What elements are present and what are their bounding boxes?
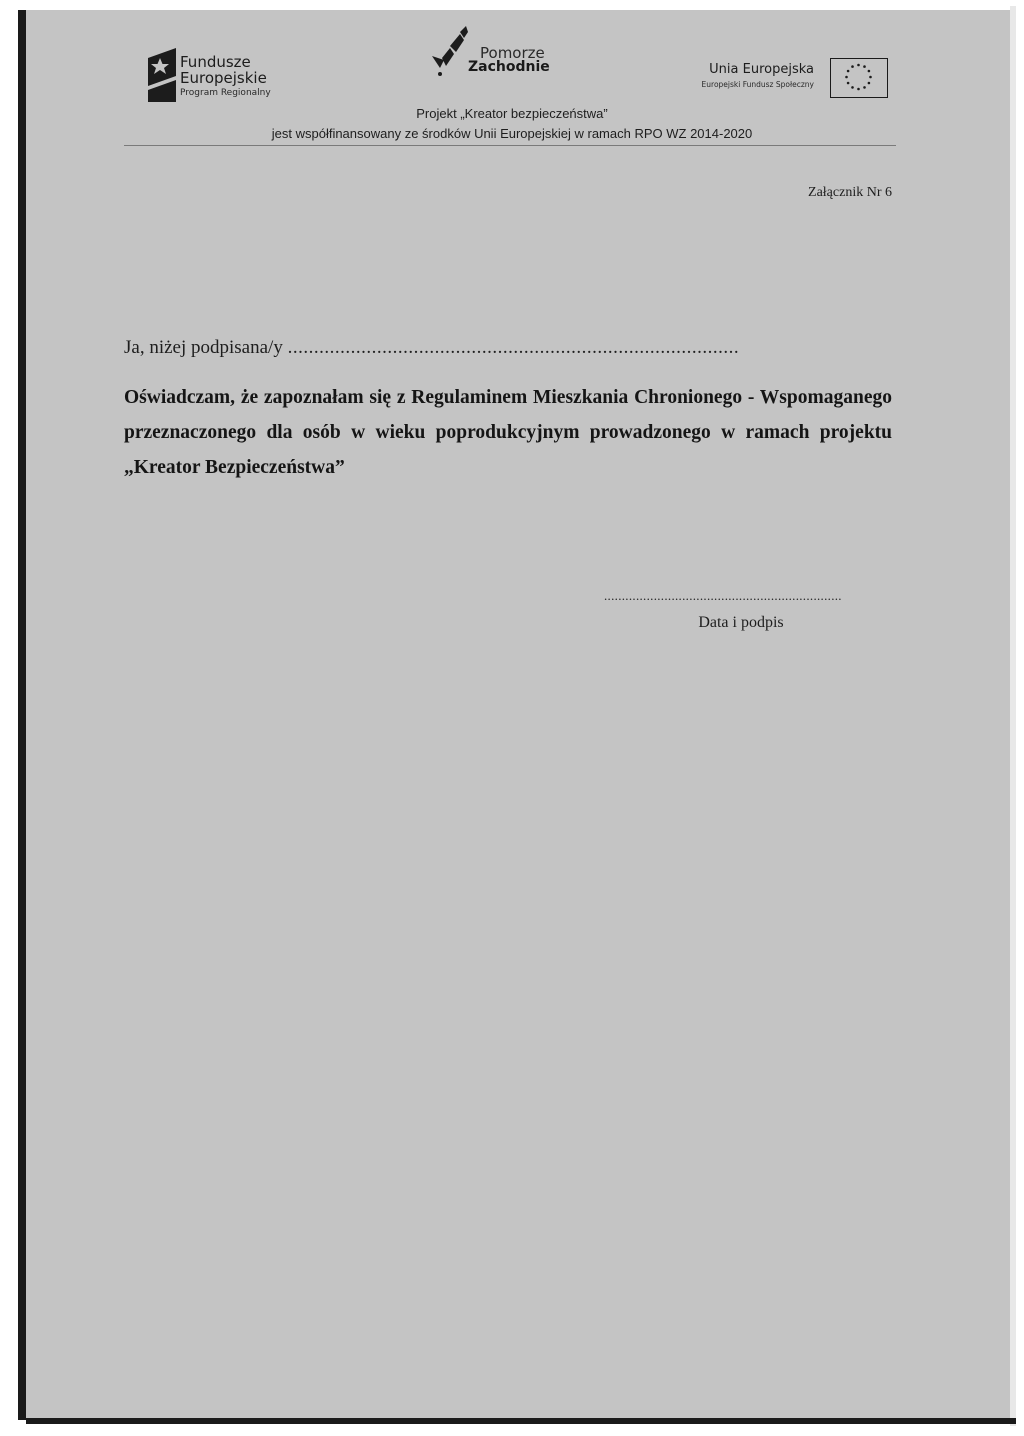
pz-logo-line1: Pomorze: [480, 44, 545, 62]
project-title: Projekt „Kreator bezpieczeństwa”: [416, 106, 608, 121]
paper-edge: [1010, 6, 1016, 1426]
eu-flag-icon: [830, 58, 888, 98]
ue-logo-line1: Unia Europejska: [709, 62, 814, 77]
annex-number: Załącznik Nr 6: [808, 185, 892, 200]
declaration-statement: Oświadczam, że zapoznałam się z Regulaminem Mieszkania Chronionego - Wspomaganego przeznaczonego dla osób w wieku poprodukcyjnym prowadzonego w ramach projektu „Kreator Bezpieczeństwa”: [124, 387, 892, 478]
fe-star-icon: [146, 46, 178, 106]
declarant-label: Ja, niżej podpisana/y: [124, 337, 283, 358]
signature-label: Data i podpis: [698, 614, 784, 631]
declarant-line: [124, 337, 739, 359]
header-divider: [124, 145, 896, 146]
pomorze-zachodnie-logo: [428, 24, 558, 80]
declarant-name-field[interactable]: ......................................................................................: [287, 337, 740, 358]
fundusze-europejskie-logo: [146, 46, 286, 106]
signature-field[interactable]: ...................................................................: [604, 588, 842, 603]
fe-logo-line1: Fundusze: [180, 53, 251, 71]
ue-logo-line2: Europejski Fundusz Społeczny: [701, 80, 814, 89]
project-funding-note: jest współfinansowany ze środków Unii Europejskiej w ramach RPO WZ 2014-2020: [271, 126, 753, 141]
unia-europejska-logo: [680, 56, 892, 100]
pz-logo-line2: Zachodnie: [468, 59, 550, 75]
fe-logo-line3: Program Regionalny: [180, 88, 271, 98]
scan-shadow: [26, 1418, 1016, 1424]
document-sheet: [18, 10, 1010, 1420]
fe-logo-line2: Europejskie: [180, 69, 267, 87]
